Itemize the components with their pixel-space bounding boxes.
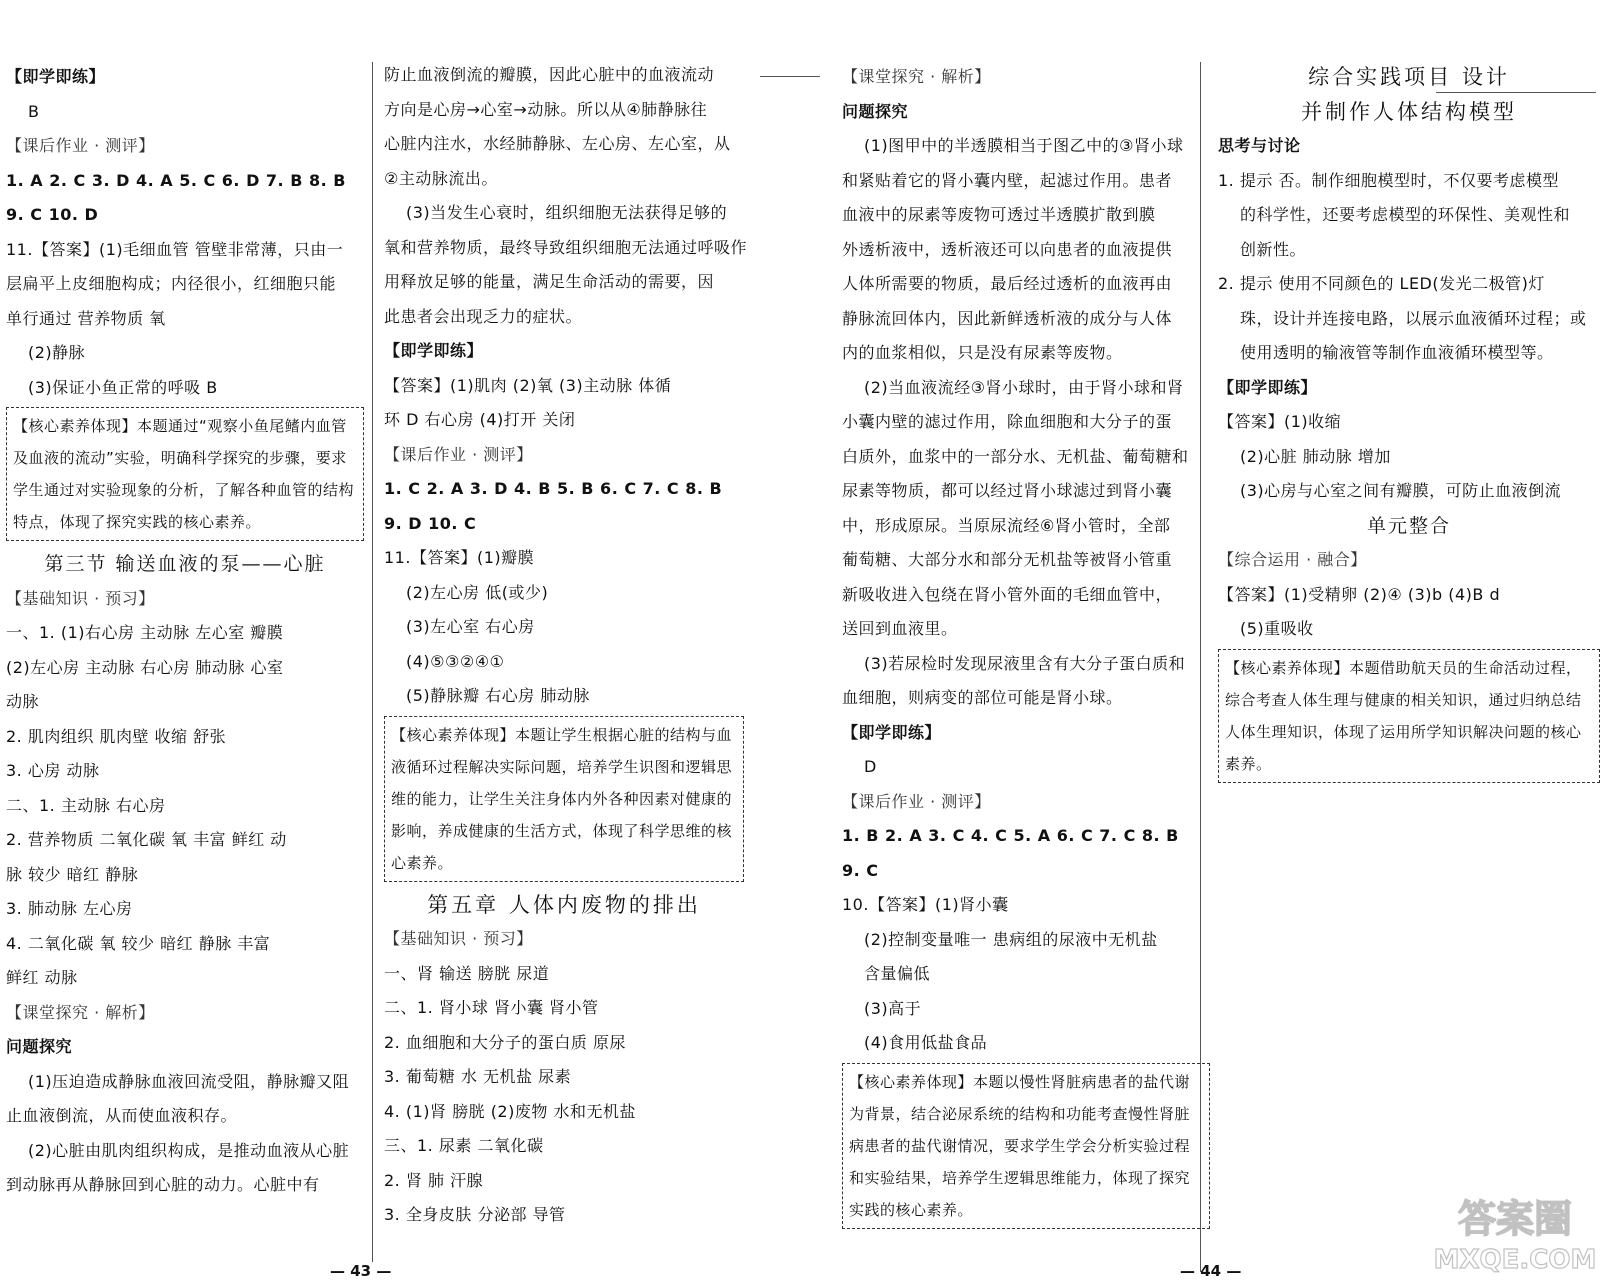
answer-line: 外透析液中，透析液还可以向患者的血液提供 [842,239,1173,259]
answer-line: 止血液倒流，从而使血液积存。 [6,1106,238,1125]
answer-line: 3. 葡萄糖 水 无机盐 尿素 [384,1067,572,1086]
subheading: 思考与讨论 [1218,136,1301,155]
answer-line: 送回到血液里。 [842,619,958,638]
answer-line: (2)左心房 低(或少) [406,582,549,602]
core-literacy-box: 【核心素养体现】本题通过“观察小鱼尾鳍内血管及血液的流动”实验，明确科学探究的步骤，要求学生通过对实验现象的分析，了解各种血管的结构特点，体现了探究实践的核心素养。 [6,407,364,541]
column-2 [384,58,748,1233]
section-tag: 【即学即练】 [842,722,942,742]
section-tag: 【即学即练】 [6,67,106,86]
section-title: 第三节 输送血液的泵——心脏 [44,553,326,575]
section-tag: 【课后作业 · 测评】 [6,136,155,155]
answer-line: 用释放足够的能量，满足生命活动的需要，因 [384,272,715,291]
answer-line: 此患者会出现乏力的症状。 [384,306,583,326]
answer-line: 葡萄糖、大部分水和部分无机盐等被肾小管重 [842,550,1173,569]
answer-line: 2. 血细胞和大分子的蛋白质 原尿 [384,1032,626,1052]
section-tag: 【基础知识 · 预习】 [384,929,533,948]
answer-line: 2. 提示 使用不同颜色的 LED(发光二极管)灯 [1218,274,1545,293]
answer-line: 到动脉再从静脉回到心脏的动力。心脏中有 [6,1175,320,1194]
core-literacy-box: 【核心素养体现】本题借助航天员的生命活动过程，综合考查人体生理与健康的相关知识，通过归纳总结人体生理知识，体现了运用所学知识解决问题的核心素养。 [1218,649,1600,783]
answer-line: 使用透明的输液管等制作血液循环模型等。 [1240,343,1554,362]
watermark-top: 答案圈 [1457,1197,1573,1241]
subheading: 问题探究 [6,1037,73,1056]
answer-line: 创新性。 [1240,239,1307,259]
answer-line: 【答案】(1)受精卵 (2)④ (3)b (4)B d [1218,584,1501,604]
section-tag: 【课堂探究 · 解析】 [842,67,991,86]
project-title: 并制作人体结构模型 [1301,99,1517,124]
answer-line: 2. 肾 肺 汗腺 [384,1170,484,1190]
answer-line: 3. 肺动脉 左心房 [6,899,133,918]
answer-line: 方向是心房→心室→动脉。所以从④肺静脉往 [384,99,708,119]
answer-line: (1)压迫造成静脉血液回流受阻，静脉瓣又阻 [28,1071,350,1091]
answer-line: 10.【答案】(1)肾小囊 [842,895,1009,914]
answer-line: 的科学性，还要考虑模型的环保性、美观性和 [1240,205,1571,224]
answer-line: (3)若尿检时发现尿液里含有大分子蛋白质和 [864,653,1186,673]
answer-line: 鲜红 动脉 [6,968,78,987]
answer-line: D [864,757,877,776]
answer-line: 珠，设计并连接电路，以展示血液循环过程；或 [1240,308,1587,328]
section-tag: 【基础知识 · 预习】 [6,588,155,608]
answer-line: 心脏内注水，水经肺静脉、左心房、左心室，从 [384,134,731,153]
answer-line: (2)心脏由肌肉组织构成，是推动血液从心脏 [28,1140,350,1160]
answer-line: 氧和营养物质，最终导致组织细胞无法通过呼吸作 [384,237,748,257]
answer-line: 1. C 2. A 3. D 4. B 5. B 6. C 7. C 8. B [384,479,723,498]
answer-line: (2)心脏 肺动脉 增加 [1240,446,1391,466]
answer-line: (3)心房与心室之间有瓣膜，可防止血液倒流 [1240,481,1562,500]
answer-line: (4)⑤③②④① [406,651,505,671]
answer-line: 二、1. 主动脉 右心房 [6,795,166,815]
answer-line: 含量偏低 [864,964,931,983]
answer-line: (5)静脉瓣 右心房 肺动脉 [406,686,590,705]
column-1 [6,60,364,1203]
column-divider [372,62,373,1262]
answer-line: (3)当发生心衰时，组织细胞无法获得足够的 [406,203,728,222]
rule [760,76,820,77]
answer-line: (2)控制变量唯一 患病组的尿液中无机盐 [864,929,1158,949]
chapter-title: 第五章 人体内废物的排出 [427,892,701,917]
answer-line: (3)高于 [864,998,922,1018]
answer-line: 1. A 2. C 3. D 4. A 5. C 6. D 7. B 8. B [6,170,346,190]
answer-line: ②主动脉流出。 [384,168,498,188]
answer-line: (5)重吸收 [1240,619,1314,638]
answer-line: 血液中的尿素等废物可透过半透膜扩散到膜 [842,205,1156,224]
answer-line: 单行通过 营养物质 氧 [6,308,166,328]
answer-line: 一、肾 输送 膀胱 尿道 [384,963,550,983]
answer-line: B [28,101,40,121]
watermark-logo [1430,1188,1600,1278]
answer-line: 3. 心房 动脉 [6,761,100,780]
section-tag: 【课堂探究 · 解析】 [6,1002,155,1022]
answer-line: 11.【答案】(1)瓣膜 [384,548,535,567]
answer-line: 白质外，血浆中的一部分水、无机盐、葡萄糖和 [842,446,1189,466]
answer-line: 层扁平上皮细胞构成；内径很小，红细胞只能 [6,274,337,293]
answer-line: 4. 二氧化碳 氧 较少 暗红 静脉 丰富 [6,933,271,953]
answer-line: 9. D 10. C [384,513,477,533]
answer-line: 和紧贴着它的肾小囊内壁，起滤过作用。患者 [842,170,1173,190]
answer-line: (2)当血液流经③肾小球时，由于肾小球和肾 [864,377,1184,397]
answer-line: 3. 全身皮肤 分泌部 导管 [384,1205,566,1224]
answer-line: 人体所需要的物质，最后经过透析的血液再由 [842,274,1173,293]
section-tag: 【课后作业 · 测评】 [384,444,533,464]
answer-line: 静脉流回体内，因此新鲜透析液的成分与人体 [842,308,1173,328]
answer-line: 中，形成原尿。当原尿流经⑥肾小管时，全部 [842,515,1171,535]
answer-line: (4)食用低盐食品 [864,1033,988,1052]
page-number: — 44 — [1180,1262,1242,1280]
answer-line: 1. 提示 否。制作细胞模型时，不仅要考虑模型 [1218,170,1559,190]
answer-line: 【答案】(1)肌肉 (2)氧 (3)主动脉 体循 [384,375,672,395]
section-tag: 【即学即练】 [384,341,484,360]
core-literacy-box: 【核心素养体现】本题以慢性肾脏病患者的盐代谢为背景，结合泌尿系统的结构和功能考查慢性肾脏病患者的盐代谢情况，要求学生学会分析实验过程和实验结果，培养学生逻辑思维能力，体现了探究实践的核心素养。 [842,1063,1210,1229]
answer-line: 一、1. (1)右心房 主动脉 左心室 瓣膜 [6,623,284,642]
answer-line: 2. 肌肉组织 肌肉壁 收缩 舒张 [6,726,227,746]
answer-line: 防止血液倒流的瓣膜，因此心脏中的血液流动 [384,65,715,84]
section-tag: 【即学即练】 [1218,377,1318,397]
column-4 [1218,60,1600,789]
answer-line: (3)保证小鱼正常的呼吸 B [28,377,218,397]
answer-line: 2. 营养物质 二氧化碳 氧 丰富 鲜红 动 [6,830,287,849]
answer-line: (2)左心房 主动脉 右心房 肺动脉 心室 [6,657,284,677]
unit-title: 单元整合 [1366,514,1451,537]
answer-line: 9. C [842,860,879,880]
answer-line: 新吸收进入包绕在肾小管外面的毛细血管中， [842,584,1173,604]
watermark-bottom: MXQE.COM [1433,1245,1597,1275]
answer-line: 三、1. 尿素 二氧化碳 [384,1136,544,1155]
answer-line: 9. C 10. D [6,205,99,224]
answer-line: (1)图甲中的半透膜相当于图乙中的③肾小球 [864,136,1184,155]
project-title: 综合实践项目 设计 [1308,65,1510,89]
answer-line: 环 D 右心房 (4)打开 关闭 [384,410,576,429]
answer-line: 动脉 [6,692,40,711]
answer-line: 小囊内壁的滤过作用，除血细胞和大分子的蛋 [842,412,1173,431]
answer-line: 内的血浆相似，只是没有尿素等废物。 [842,343,1123,362]
section-tag: 【课后作业 · 测评】 [842,791,991,811]
answer-line: 4. (1)肾 膀胱 (2)废物 水和无机盐 [384,1101,636,1121]
core-literacy-box: 【核心素养体现】本题让学生根据心脏的结构与血液循环过程解决实际问题，培养学生识图和逻辑思维的能力，让学生关注身体内外各种因素对健康的影响，养成健康的生活方式，体现了科学思维的核心素养。 [384,716,744,882]
section-tag: 【综合运用 · 融合】 [1218,550,1367,569]
answer-line: 血细胞，则病变的部位可能是肾小球。 [842,688,1123,707]
answer-line: (2)静脉 [28,343,86,362]
answer-line: 11.【答案】(1)毛细血管 管壁非常薄，只由一 [6,239,344,259]
answer-line: (3)左心室 右心房 [406,617,535,636]
answer-line: 脉 较少 暗红 静脉 [6,864,139,884]
answer-line: 二、1. 肾小球 肾小囊 肾小管 [384,998,599,1017]
column-3 [842,60,1210,1235]
answer-line: 1. B 2. A 3. C 4. C 5. A 6. C 7. C 8. B [842,826,1179,845]
page-number: — 43 — [330,1262,392,1280]
answer-line: 【答案】(1)收缩 [1218,412,1342,431]
answer-line: 尿素等物质，都可以经过肾小球滤过到肾小囊 [842,481,1173,500]
subheading: 问题探究 [842,101,909,121]
